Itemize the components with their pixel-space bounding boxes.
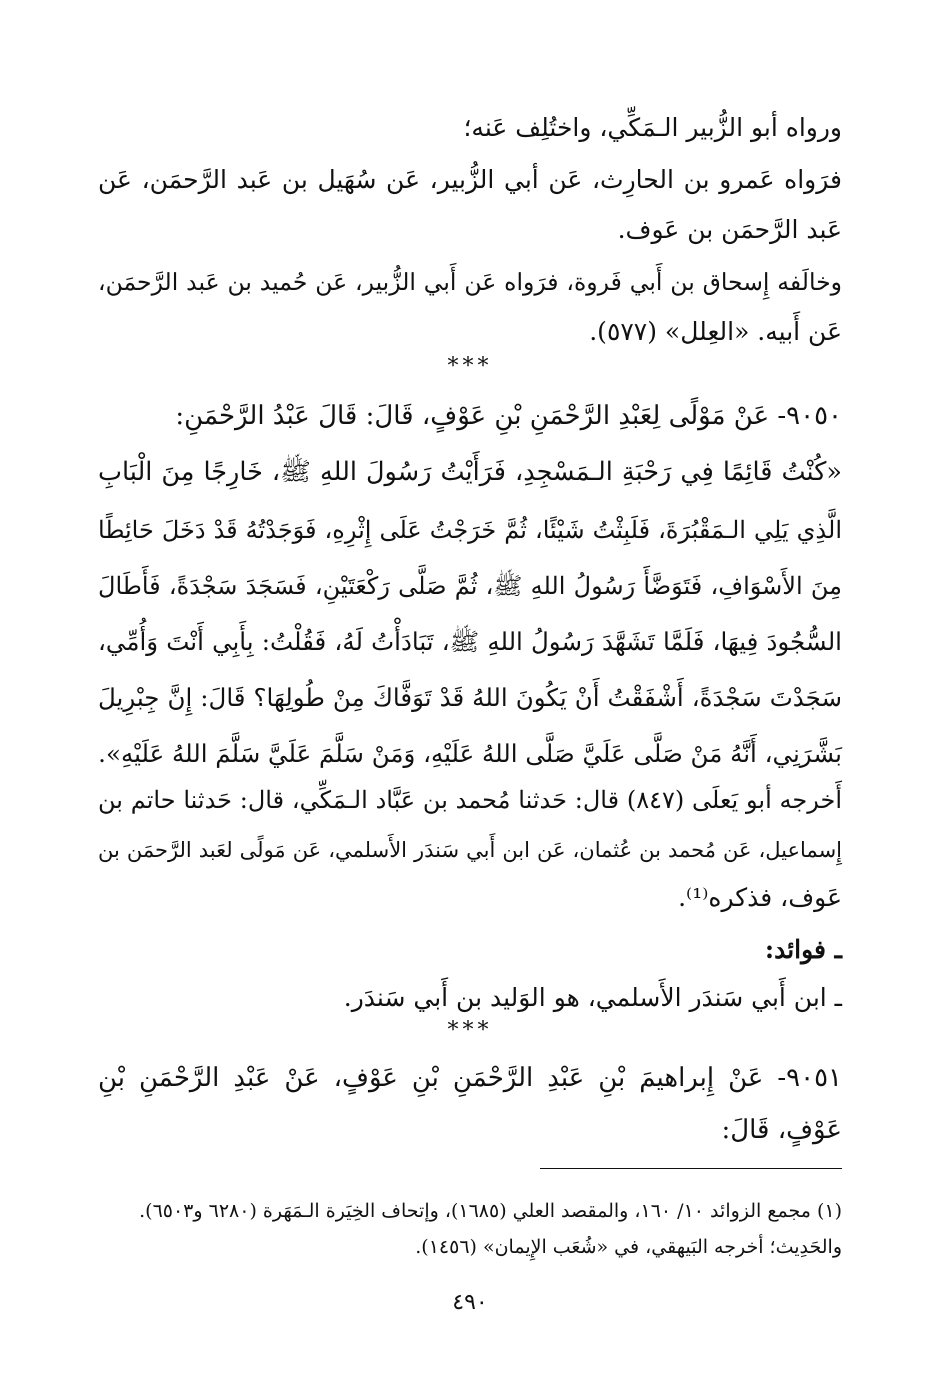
takhrij-line-1: أَخرجه أبو يَعلَى (٨٤٧) قال: حَدثنا مُحمد بن عَبَّاد الـمَكِّي، قال: حَدثنا حاتم بن <box>98 786 843 814</box>
paragraph-2-line-1: فرَواه عَمرو بن الحارِث، عَن أبي الزُّبير، عَن سُهَيل بن عَبد الرَّحمَن، عَن <box>98 165 842 194</box>
hadith-9050-line-5: السُّجُودَ فِيهَا، فَلَمَّا تَشَهَّدَ رَسُولُ اللهِ ﷺ، تَبَادَأْتُ لَهُ، فَقُلْتُ: بِأَبِي أَنْتَ وَأُمِّي، <box>98 627 842 656</box>
takhrij-line-3: عَوف، فذكره⁽¹⁾. <box>678 883 842 912</box>
section-separator: *** <box>447 354 493 379</box>
footnote-line-2: والحَدِيث؛ أخرجه البَيهقي، في «شُعَب الإِيمان» (١٤٥٦). <box>415 1236 842 1258</box>
paragraph-3-line-2: عَن أَبيه. «العِلل» (٥٧٧). <box>589 317 842 346</box>
hadith-9050-line-1: ٩٠٥٠- عَنْ مَوْلًى لِعَبْدِ الرَّحْمَنِ بْنِ عَوْفٍ، قَالَ: قَالَ عَبْدُ الرَّحْمَنِ: <box>175 401 842 431</box>
page-number: ٤٩٠ <box>452 1290 488 1315</box>
takhrij-line-2: إِسماعيل، عَن مُحمد بن عُثمان، عَن ابن أَبي سَندَر الأَسلمي، عَن مَولًى لعَبد الرَّحمَن بن <box>98 838 842 862</box>
hadith-9050-line-6: سَجَدْتَ سَجْدَةً، أَشْفَقْتُ أَنْ يَكُونَ اللهُ قَدْ تَوَفَّاكَ مِنْ طُولِهَا؟ قَالَ: إِنَّ جِبْرِيلَ <box>98 683 842 712</box>
hadith-9051-line-1: ٩٠٥١- عَنْ إِبراهيمَ بْنِ عَبْدِ الرَّحْمَنِ بْنِ عَوْفٍ، عَنْ عَبْدِ الرَّحْمَنِ بْنِ <box>98 1063 842 1093</box>
paragraph-1-line-1: ورواه أبو الزُّبير الـمَكِّي، واختُلِف عَنه؛ <box>463 113 842 142</box>
hadith-9050-line-7: بَشَّرَنِي، أَنَّهُ مَنْ صَلَّى عَلَيَّ صَلَّى اللهُ عَلَيْهِ، وَمَنْ سَلَّمَ عَلَيَّ سَلَّمَ اللهُ عَلَيْهِ». <box>98 739 842 768</box>
section-separator: *** <box>447 1018 493 1043</box>
footnote-line-1: (١) مجمع الزوائد ١٠/ ١٦٠، والمقصد العلي (١٦٨٥)، وإتحاف الخِيَرة الـمَهَرة (٦٢٨٠ و٦٥٠٣). <box>139 1200 842 1222</box>
hadith-9050-line-3: الَّذِي يَلِي الـمَقْبُرَةَ، فَلَبِثْتُ شَيْئًا، ثُمَّ خَرَجْتُ عَلَى إِثْرِهِ، فَوَجَدْتُهُ قَدْ دَخَلَ حَائِطًا <box>98 516 842 544</box>
hadith-9051-line-2: عَوْفٍ، قَالَ: <box>721 1115 842 1145</box>
paragraph-2-line-2: عَبد الرَّحمَن بن عَوف. <box>617 215 842 244</box>
hadith-9050-line-2: «كُنْتُ قَائِمًا فِي رَحْبَةِ الـمَسْجِدِ، فَرَأَيْتُ رَسُولَ اللهِ ﷺ، خَارِجًا مِنَ الْبَابِ <box>98 457 842 487</box>
fawaid-heading: ـ فوائد: <box>764 935 842 964</box>
footnote-rule <box>540 1168 842 1169</box>
fawaid-item-1: ـ ابن أَبي سَندَر الأَسلمي، هو الوَليد بن أَبي سَندَر. <box>343 983 842 1012</box>
hadith-9050-line-4: مِنَ الأَسْوَافِ، فَتَوَضَّأَ رَسُولُ اللهِ ﷺ، ثُمَّ صَلَّى رَكْعَتَيْنِ، فَسَجَدَ سَجْدَةً، فَأَطَالَ <box>98 572 842 600</box>
paragraph-3-line-1: وخالَفه إِسحاق بن أَبي فَروة، فرَواه عَن أَبي الزُّبير، عَن حُميد بن عَبد الرَّحمَن، <box>98 268 842 296</box>
